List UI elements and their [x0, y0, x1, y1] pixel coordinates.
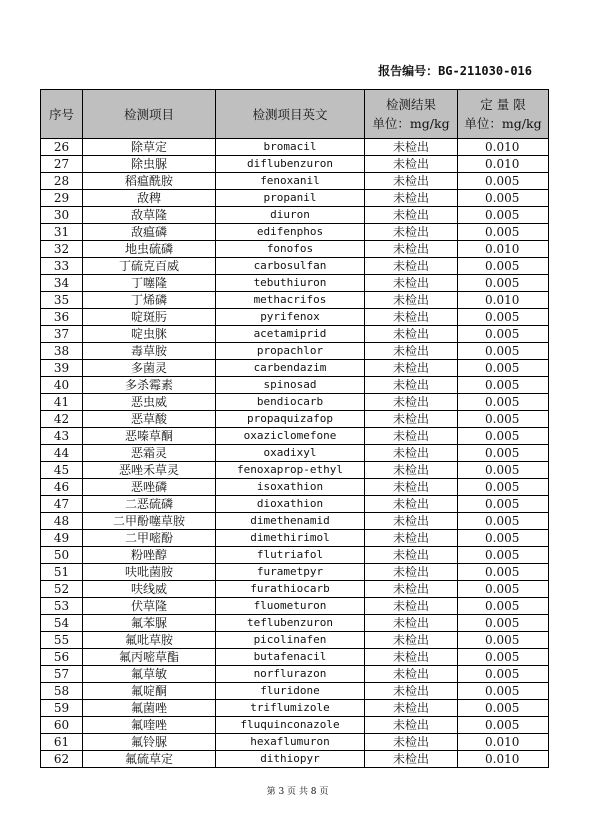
cell-item: 毒草胺 [83, 343, 216, 360]
cell-result: 未检出 [365, 428, 458, 445]
cell-item: 二恶硫磷 [83, 496, 216, 513]
cell-result: 未检出 [365, 547, 458, 564]
cell-item: 氟草敏 [83, 666, 216, 683]
cell-limit: 0.005 [458, 547, 549, 564]
cell-item-en: edifenphos [216, 224, 365, 241]
cell-item-en: dioxathion [216, 496, 365, 513]
cell-item: 氟硫草定 [83, 751, 216, 768]
cell-seq: 40 [41, 377, 83, 394]
cell-result: 未检出 [365, 343, 458, 360]
table-row [41, 139, 549, 156]
table-body [41, 139, 549, 768]
cell-result: 未检出 [365, 700, 458, 717]
cell-limit: 0.005 [458, 411, 549, 428]
cell-result: 未检出 [365, 717, 458, 734]
table-row [41, 377, 549, 394]
cell-seq: 30 [41, 207, 83, 224]
cell-seq: 32 [41, 241, 83, 258]
cell-item-en: dithiopyr [216, 751, 365, 768]
table-row [41, 496, 549, 513]
cell-item-en: furathiocarb [216, 581, 365, 598]
cell-item-en: isoxathion [216, 479, 365, 496]
cell-limit: 0.005 [458, 649, 549, 666]
cell-seq: 41 [41, 394, 83, 411]
cell-seq: 33 [41, 258, 83, 275]
table-row [41, 734, 549, 751]
cell-item-en: pyrifenox [216, 309, 365, 326]
cell-result: 未检出 [365, 513, 458, 530]
cell-limit: 0.010 [458, 292, 549, 309]
cell-seq: 36 [41, 309, 83, 326]
cell-limit: 0.005 [458, 394, 549, 411]
cell-item: 恶唑磷 [83, 479, 216, 496]
header-result-title: 检测结果 [385, 97, 436, 112]
cell-seq: 54 [41, 615, 83, 632]
cell-result: 未检出 [365, 258, 458, 275]
table-row [41, 428, 549, 445]
cell-item-en: norflurazon [216, 666, 365, 683]
cell-seq: 28 [41, 173, 83, 190]
cell-item: 丁硫克百威 [83, 258, 216, 275]
cell-limit: 0.005 [458, 207, 549, 224]
table-row [41, 751, 549, 768]
cell-item: 二甲酚噻草胺 [83, 513, 216, 530]
cell-seq: 56 [41, 649, 83, 666]
table-row [41, 632, 549, 649]
cell-limit: 0.005 [458, 598, 549, 615]
cell-item: 丁烯磷 [83, 292, 216, 309]
cell-item: 氟苯脲 [83, 615, 216, 632]
cell-item-en: propachlor [216, 343, 365, 360]
cell-item-en: picolinafen [216, 632, 365, 649]
cell-item: 恶草酸 [83, 411, 216, 428]
cell-item-en: fenoxaprop-ethyl [216, 462, 365, 479]
cell-item: 氟喹唑 [83, 717, 216, 734]
cell-result: 未检出 [365, 241, 458, 258]
cell-limit: 0.005 [458, 190, 549, 207]
table-row [41, 224, 549, 241]
table-row [41, 547, 549, 564]
cell-seq: 62 [41, 751, 83, 768]
header-seq: 序号 [41, 90, 83, 139]
cell-result: 未检出 [365, 734, 458, 751]
cell-limit: 0.005 [458, 445, 549, 462]
cell-result: 未检出 [365, 445, 458, 462]
cell-result: 未检出 [365, 292, 458, 309]
cell-result: 未检出 [365, 581, 458, 598]
table-row [41, 360, 549, 377]
cell-item: 多菌灵 [83, 360, 216, 377]
cell-seq: 47 [41, 496, 83, 513]
table-row [41, 683, 549, 700]
table-row [41, 581, 549, 598]
cell-result: 未检出 [365, 496, 458, 513]
table-row [41, 700, 549, 717]
cell-item-en: teflubenzuron [216, 615, 365, 632]
table-row [41, 241, 549, 258]
table-row [41, 173, 549, 190]
cell-result: 未检出 [365, 632, 458, 649]
cell-item: 氟吡草胺 [83, 632, 216, 649]
cell-limit: 0.005 [458, 632, 549, 649]
cell-item: 除草定 [83, 139, 216, 156]
cell-seq: 49 [41, 530, 83, 547]
table-row [41, 275, 549, 292]
cell-seq: 53 [41, 598, 83, 615]
cell-limit: 0.005 [458, 513, 549, 530]
cell-limit: 0.005 [458, 343, 549, 360]
cell-result: 未检出 [365, 598, 458, 615]
cell-limit: 0.010 [458, 734, 549, 751]
cell-seq: 50 [41, 547, 83, 564]
cell-item-en: diuron [216, 207, 365, 224]
table-row [41, 156, 549, 173]
cell-item: 恶唑禾草灵 [83, 462, 216, 479]
cell-limit: 0.005 [458, 683, 549, 700]
cell-limit: 0.010 [458, 139, 549, 156]
cell-limit: 0.005 [458, 666, 549, 683]
cell-limit: 0.005 [458, 377, 549, 394]
results-table [40, 89, 549, 768]
cell-item-en: diflubenzuron [216, 156, 365, 173]
cell-item-en: fluometuron [216, 598, 365, 615]
cell-item: 丁噻隆 [83, 275, 216, 292]
cell-item-en: fenoxanil [216, 173, 365, 190]
report-number: 报告编号：BG-211030-016 [378, 64, 532, 78]
cell-item-en: bendiocarb [216, 394, 365, 411]
cell-item: 呋线威 [83, 581, 216, 598]
cell-item: 多杀霉素 [83, 377, 216, 394]
cell-result: 未检出 [365, 173, 458, 190]
cell-item-en: triflumizole [216, 700, 365, 717]
cell-limit: 0.005 [458, 173, 549, 190]
cell-result: 未检出 [365, 683, 458, 700]
cell-seq: 31 [41, 224, 83, 241]
cell-seq: 51 [41, 564, 83, 581]
cell-result: 未检出 [365, 360, 458, 377]
cell-limit: 0.005 [458, 530, 549, 547]
cell-result: 未检出 [365, 615, 458, 632]
cell-item-en: furametpyr [216, 564, 365, 581]
table-row [41, 258, 549, 275]
cell-result: 未检出 [365, 190, 458, 207]
cell-seq: 34 [41, 275, 83, 292]
table-row [41, 598, 549, 615]
cell-item-en: bromacil [216, 139, 365, 156]
table-row [41, 190, 549, 207]
cell-limit: 0.005 [458, 309, 549, 326]
cell-item-en: propanil [216, 190, 365, 207]
cell-item-en: spinosad [216, 377, 365, 394]
cell-limit: 0.005 [458, 275, 549, 292]
cell-result: 未检出 [365, 530, 458, 547]
table-row [41, 343, 549, 360]
cell-limit: 0.005 [458, 581, 549, 598]
header-limit-unit: 单位：mg/kg [464, 116, 542, 131]
cell-result: 未检出 [365, 649, 458, 666]
cell-limit: 0.005 [458, 496, 549, 513]
cell-result: 未检出 [365, 479, 458, 496]
table-row [41, 564, 549, 581]
table-row [41, 462, 549, 479]
cell-item-en: methacrifos [216, 292, 365, 309]
cell-item-en: carbendazim [216, 360, 365, 377]
cell-limit: 0.005 [458, 326, 549, 343]
cell-result: 未检出 [365, 666, 458, 683]
cell-item-en: oxadixyl [216, 445, 365, 462]
cell-limit: 0.005 [458, 615, 549, 632]
cell-item: 恶嗪草酮 [83, 428, 216, 445]
table-row [41, 513, 549, 530]
cell-result: 未检出 [365, 156, 458, 173]
table-row [41, 479, 549, 496]
cell-seq: 37 [41, 326, 83, 343]
cell-limit: 0.005 [458, 224, 549, 241]
cell-item-en: tebuthiuron [216, 275, 365, 292]
cell-limit: 0.005 [458, 258, 549, 275]
cell-limit: 0.005 [458, 717, 549, 734]
cell-item-en: flutriafol [216, 547, 365, 564]
cell-item: 敌瘟磷 [83, 224, 216, 241]
cell-result: 未检出 [365, 309, 458, 326]
cell-item-en: fluridone [216, 683, 365, 700]
cell-item: 二甲嘧酚 [83, 530, 216, 547]
cell-item-en: dimethirimol [216, 530, 365, 547]
table-row [41, 649, 549, 666]
table-row [41, 394, 549, 411]
cell-seq: 61 [41, 734, 83, 751]
cell-seq: 52 [41, 581, 83, 598]
cell-seq: 46 [41, 479, 83, 496]
cell-result: 未检出 [365, 139, 458, 156]
table-row [41, 309, 549, 326]
cell-item-en: fluquinconazole [216, 717, 365, 734]
cell-item: 啶斑肟 [83, 309, 216, 326]
cell-limit: 0.005 [458, 479, 549, 496]
cell-item: 氟丙嘧草酯 [83, 649, 216, 666]
cell-limit: 0.010 [458, 751, 549, 768]
cell-limit: 0.005 [458, 462, 549, 479]
cell-seq: 27 [41, 156, 83, 173]
cell-seq: 29 [41, 190, 83, 207]
cell-result: 未检出 [365, 564, 458, 581]
cell-result: 未检出 [365, 207, 458, 224]
table-row [41, 326, 549, 343]
cell-item: 氟啶酮 [83, 683, 216, 700]
cell-item: 敌草隆 [83, 207, 216, 224]
cell-seq: 60 [41, 717, 83, 734]
cell-result: 未检出 [365, 275, 458, 292]
table-row [41, 411, 549, 428]
table-row [41, 292, 549, 309]
table-row [41, 530, 549, 547]
cell-result: 未检出 [365, 377, 458, 394]
cell-seq: 39 [41, 360, 83, 377]
cell-item: 地虫硫磷 [83, 241, 216, 258]
cell-seq: 38 [41, 343, 83, 360]
cell-result: 未检出 [365, 411, 458, 428]
cell-seq: 58 [41, 683, 83, 700]
header-result-unit: 单位：mg/kg [372, 116, 450, 131]
cell-item-en: acetamiprid [216, 326, 365, 343]
cell-item: 粉唑醇 [83, 547, 216, 564]
cell-result: 未检出 [365, 462, 458, 479]
cell-item: 敌稗 [83, 190, 216, 207]
cell-item-en: dimethenamid [216, 513, 365, 530]
cell-seq: 55 [41, 632, 83, 649]
cell-item: 氟铃脲 [83, 734, 216, 751]
cell-item-en: fonofos [216, 241, 365, 258]
cell-seq: 45 [41, 462, 83, 479]
cell-seq: 57 [41, 666, 83, 683]
cell-result: 未检出 [365, 224, 458, 241]
cell-item-en: carbosulfan [216, 258, 365, 275]
cell-item: 氟菌唑 [83, 700, 216, 717]
header-row [41, 90, 549, 139]
cell-seq: 43 [41, 428, 83, 445]
cell-result: 未检出 [365, 751, 458, 768]
cell-seq: 48 [41, 513, 83, 530]
cell-item-en: hexaflumuron [216, 734, 365, 751]
cell-item-en: oxaziclomefone [216, 428, 365, 445]
table-row [41, 615, 549, 632]
cell-result: 未检出 [365, 394, 458, 411]
cell-item-en: propaquizafop [216, 411, 365, 428]
header-limit [458, 90, 549, 139]
page-footer: 第 3 页 共 8 页 [266, 787, 329, 797]
cell-seq: 42 [41, 411, 83, 428]
header-item-en: 检测项目英文 [216, 90, 365, 139]
table-row [41, 666, 549, 683]
table-row [41, 207, 549, 224]
cell-limit: 0.005 [458, 564, 549, 581]
cell-item: 啶虫脒 [83, 326, 216, 343]
cell-item: 稻瘟酰胺 [83, 173, 216, 190]
header-limit-title: 定 量 限 [480, 97, 526, 112]
cell-item: 恶霜灵 [83, 445, 216, 462]
header-item: 检测项目 [83, 90, 216, 139]
cell-limit: 0.005 [458, 700, 549, 717]
cell-limit: 0.005 [458, 428, 549, 445]
cell-item: 除虫脲 [83, 156, 216, 173]
cell-limit: 0.005 [458, 360, 549, 377]
cell-limit: 0.010 [458, 241, 549, 258]
cell-seq: 35 [41, 292, 83, 309]
cell-seq: 26 [41, 139, 83, 156]
cell-item: 伏草隆 [83, 598, 216, 615]
cell-seq: 59 [41, 700, 83, 717]
table-row [41, 717, 549, 734]
cell-item: 呋吡菌胺 [83, 564, 216, 581]
cell-limit: 0.010 [458, 156, 549, 173]
cell-seq: 44 [41, 445, 83, 462]
header-result [365, 90, 458, 139]
cell-result: 未检出 [365, 326, 458, 343]
cell-item: 恶虫威 [83, 394, 216, 411]
cell-item-en: butafenacil [216, 649, 365, 666]
table-row [41, 445, 549, 462]
